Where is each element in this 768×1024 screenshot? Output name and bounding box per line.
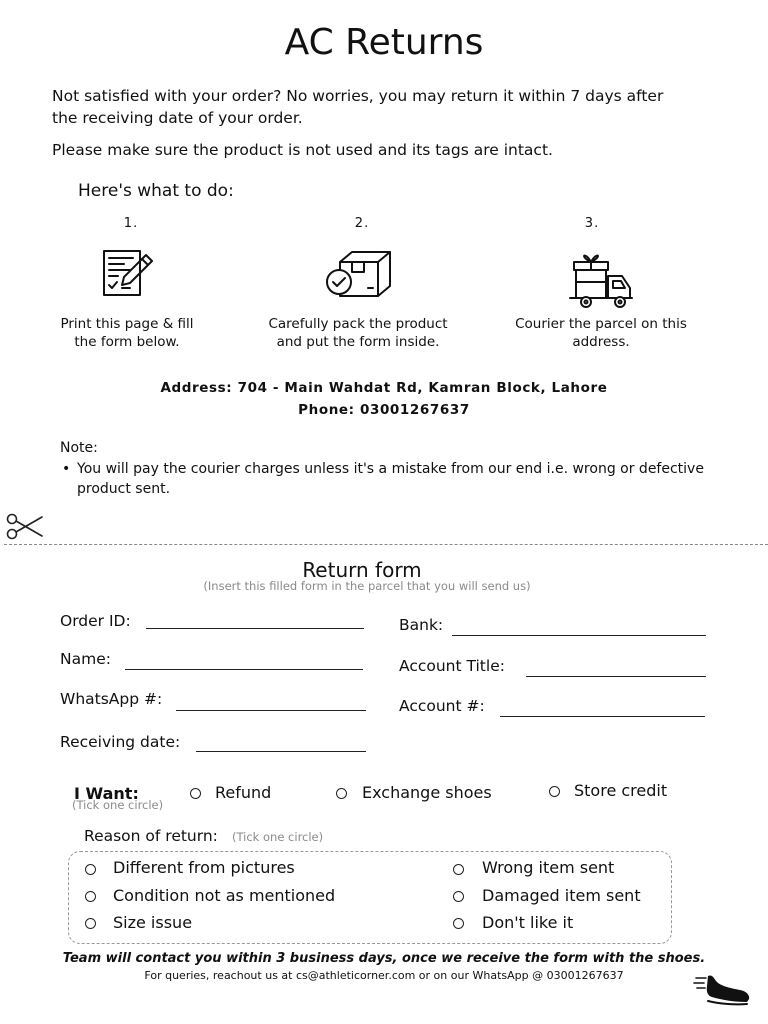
store-credit-label: Store credit xyxy=(574,781,668,800)
reason-radio-condition[interactable] xyxy=(85,891,96,902)
bank-label: Bank: xyxy=(399,616,444,634)
whatsapp-field[interactable] xyxy=(176,710,366,711)
reason-radio-size[interactable] xyxy=(85,918,96,929)
reason-label: Reason of return: xyxy=(84,827,218,845)
delivery-truck-icon xyxy=(566,248,636,310)
intro-line-1: Not satisfied with your order? No worries, you may return it within 7 days after xyxy=(52,87,664,105)
refund-radio[interactable] xyxy=(190,788,201,799)
footer-contact-notice: Team will contact you within 3 business days, once we receive the form with the shoes. xyxy=(62,951,706,966)
receiving-date-field[interactable] xyxy=(196,751,366,752)
form-subtitle: (Insert this filled form in the parcel that you will send us) xyxy=(203,579,531,593)
bullet-dot: • xyxy=(62,461,71,477)
step-2-text: Carefully pack the product and put the form inside. xyxy=(268,316,448,350)
intro-line-2: the receiving date of your order. xyxy=(52,109,303,127)
receiving-date-label: Receiving date: xyxy=(60,733,181,751)
reason-radio-different-pictures[interactable] xyxy=(85,864,96,875)
refund-label: Refund xyxy=(215,783,272,802)
intro-line-3: Please make sure the product is not used and its tags are intact. xyxy=(52,141,553,159)
running-shoe-icon xyxy=(694,972,752,1006)
account-title-field[interactable] xyxy=(526,676,706,677)
step-1-text: Print this page & fill the form below. xyxy=(60,316,194,350)
reason-radio-damaged[interactable] xyxy=(453,891,464,902)
bank-field[interactable] xyxy=(452,635,706,636)
step-1-number: 1. xyxy=(123,216,139,231)
reason-option-damaged: Damaged item sent xyxy=(482,886,641,905)
name-field[interactable] xyxy=(125,669,363,670)
account-number-field[interactable] xyxy=(500,716,705,717)
phone-line: Phone: 03001267637 xyxy=(298,402,470,418)
note-bullet xyxy=(60,459,720,499)
exchange-label: Exchange shoes xyxy=(362,783,492,802)
order-id-label: Order ID: xyxy=(60,612,131,630)
form-pencil-icon xyxy=(100,247,156,299)
reason-option-condition: Condition not as mentioned xyxy=(113,886,336,905)
reason-option-dont-like: Don't like it xyxy=(482,913,574,932)
store-credit-radio[interactable] xyxy=(549,786,560,797)
exchange-radio[interactable] xyxy=(336,788,347,799)
package-check-icon xyxy=(322,248,394,300)
step-3-text: Courier the parcel on this address. xyxy=(515,316,687,350)
reason-radio-wrong-item[interactable] xyxy=(453,864,464,875)
reason-option-different-pictures: Different from pictures xyxy=(113,858,295,877)
scissors-icon xyxy=(6,512,44,542)
reason-option-wrong-item: Wrong item sent xyxy=(482,858,615,877)
form-title: Return form xyxy=(302,558,422,582)
name-label: Name: xyxy=(60,650,111,668)
address-line: Address: 704 - Main Wahdat Rd, Kamran Block, Lahore xyxy=(160,380,608,396)
step-3-number: 3. xyxy=(584,216,600,231)
footer-queries: For queries, reachout us at cs@athleticorner.com or on our WhatsApp @ 03001267637 xyxy=(144,969,624,982)
reason-radio-dont-like[interactable] xyxy=(453,918,464,929)
reason-hint: (Tick one circle) xyxy=(232,830,324,844)
want-hint: (Tick one circle) xyxy=(72,798,164,812)
page-title: AC Returns xyxy=(284,22,484,63)
note-bullet-text: You will pay the courier charges unless it's a mistake from our end i.e. wrong or defective product sent. xyxy=(77,461,704,497)
note-label: Note: xyxy=(60,440,98,456)
want-label: I Want: xyxy=(74,784,139,803)
account-title-label: Account Title: xyxy=(399,657,505,675)
reason-option-size: Size issue xyxy=(113,913,193,932)
cut-line xyxy=(4,544,768,545)
step-2-number: 2. xyxy=(354,216,370,231)
steps-heading: Here's what to do: xyxy=(78,181,234,201)
account-number-label: Account #: xyxy=(399,697,485,715)
whatsapp-label: WhatsApp #: xyxy=(60,690,163,708)
order-id-field[interactable] xyxy=(146,628,364,629)
